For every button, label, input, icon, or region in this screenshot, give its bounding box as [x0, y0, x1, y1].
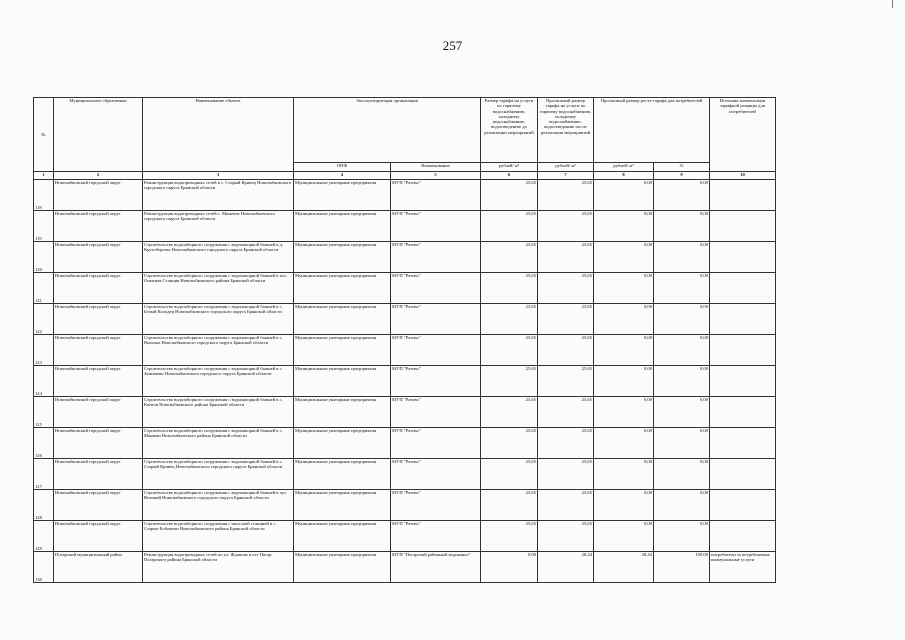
header-municipality: Муниципальное образование	[54, 98, 143, 172]
forecast-cell: 25,65	[538, 397, 594, 428]
source-cell	[710, 459, 776, 490]
opf-cell: Муниципальные унитарные предприятия	[294, 521, 391, 552]
municipality-cell: Новозыбковский городской округ	[54, 273, 143, 304]
header-opf: ОПФ	[294, 163, 391, 172]
municipality-cell: Новозыбковский городской округ	[54, 459, 143, 490]
table-row	[34, 273, 776, 304]
tariff-cell: 25,65	[481, 521, 538, 552]
object-cell: Реконструкция водопроводных сетей по ул. Жданова в пгт Погар Погарского района Брянской области	[143, 552, 294, 583]
row-number: 128	[34, 490, 54, 521]
operator-name-cell: МУП "Ратово"	[391, 273, 481, 304]
object-cell: Строительство водозаборного сооружения с водонапорной башней в д. Крутоберезка Новозыбковского городского округа Брянской области	[143, 242, 294, 273]
source-cell: потребители за потребляемые коммунальные услуги	[710, 552, 776, 583]
opf-cell: Муниципальные унитарные предприятия	[294, 242, 391, 273]
column-number: 7	[538, 172, 594, 180]
object-cell: Строительство водозаборного сооружения с водонапорной башней в с. Замишево Новозыбковского городского округа Брянской области	[143, 366, 294, 397]
municipality-cell: Новозыбковский городской округ	[54, 397, 143, 428]
growth-percent-cell: 0,00	[654, 490, 710, 521]
forecast-cell: 25,65	[538, 521, 594, 552]
tariff-cell: 25,65	[481, 304, 538, 335]
object-cell: Строительство водозаборного сооружения с водонапорной башней в с. Манюки Новозыбковского района Брянской области	[143, 428, 294, 459]
source-cell	[710, 273, 776, 304]
tariff-cell: 25,65	[481, 490, 538, 521]
header-name: Наименование	[391, 163, 481, 172]
growth-rub-cell: 0,00	[594, 428, 654, 459]
tariff-cell: 25,65	[481, 211, 538, 242]
municipality-cell: Новозыбковский городской округ	[54, 428, 143, 459]
growth-rub-cell: 0,00	[594, 304, 654, 335]
operator-name-cell: МУП "Ратово"	[391, 397, 481, 428]
source-cell	[710, 180, 776, 211]
header-forecast: Прогнозный размер тарифа на услуги по горячему водоснабжению, холодному водоснабжению, водоотведению после реализации мероприятий	[538, 98, 594, 163]
opf-cell: Муниципальные унитарные предприятия	[294, 180, 391, 211]
header-growth: Прогнозный размер роста тарифа для потребителей	[594, 98, 710, 163]
forecast-cell: 25,65	[538, 211, 594, 242]
municipality-cell: Новозыбковский городской округ	[54, 521, 143, 552]
header-tariff-unit: рублей/ м³	[481, 163, 538, 172]
tariff-cell: 25,65	[481, 273, 538, 304]
tariff-cell: 25,65	[481, 180, 538, 211]
table-row	[34, 242, 776, 273]
tariff-cell: 25,65	[481, 366, 538, 397]
row-number: 124	[34, 366, 54, 397]
header-tariff: Размер тарифа на услуги по горячему водоснабжению, холодному водоснабжению, водоотведению до реализации мероприятий	[481, 98, 538, 163]
growth-rub-cell: 0,00	[594, 521, 654, 552]
opf-cell: Муниципальные унитарные предприятия	[294, 490, 391, 521]
growth-rub-cell: 0,00	[594, 459, 654, 490]
source-cell	[710, 335, 776, 366]
municipality-cell: Новозыбковский городской округ	[54, 335, 143, 366]
object-cell: Строительство водозаборного сооружения с водонапорной башней в с. Белый Колодец Новозыбковского городского округа Брянской области	[143, 304, 294, 335]
table-row	[34, 459, 776, 490]
table-row	[34, 397, 776, 428]
tariff-table	[33, 97, 776, 583]
header-source: Источник компенсации тарифной разницы для потребителей	[710, 98, 776, 172]
row-number: 119	[34, 211, 54, 242]
growth-percent-cell: 0,00	[654, 304, 710, 335]
page-number: 257	[442, 38, 463, 53]
header-growth-percent: %	[654, 163, 710, 172]
object-cell: Реконструкция водопроводных сетей с. Мамечек Новозыбковского городского округа Брянской области	[143, 211, 294, 242]
column-number: 1	[34, 172, 54, 180]
growth-rub-cell: 0,00	[594, 211, 654, 242]
municipality-cell: Новозыбковский городской округ	[54, 366, 143, 397]
growth-percent-cell: 0,00	[654, 211, 710, 242]
growth-rub-cell: 0,00	[594, 490, 654, 521]
opf-cell: Муниципальные унитарные предприятия	[294, 211, 391, 242]
growth-rub-cell: 0,00	[594, 273, 654, 304]
forecast-cell: 25,65	[538, 304, 594, 335]
table-row	[34, 335, 776, 366]
operator-name-cell: МУП "Ратово"	[391, 335, 481, 366]
table-row	[34, 366, 776, 397]
source-cell	[710, 211, 776, 242]
operator-name-cell: МУП "Погарский районный водоканал"	[391, 552, 481, 583]
tariff-cell: 25,65	[481, 428, 538, 459]
growth-rub-cell: 0,00	[594, 397, 654, 428]
column-number: 4	[294, 172, 391, 180]
operator-name-cell: МУП "Ратово"	[391, 180, 481, 211]
forecast-cell: 25,65	[538, 459, 594, 490]
table-row	[34, 180, 776, 211]
column-number: 9	[654, 172, 710, 180]
operator-name-cell: МУП "Ратово"	[391, 490, 481, 521]
source-cell	[710, 304, 776, 335]
row-number: 121	[34, 273, 54, 304]
municipality-cell: Новозыбковский городской округ	[54, 490, 143, 521]
header-forecast-unit: рублей/ м³	[538, 163, 594, 172]
opf-cell: Муниципальные унитарные предприятия	[294, 335, 391, 366]
tariff-cell: 25,65	[481, 335, 538, 366]
operator-name-cell: МУП "Ратово"	[391, 366, 481, 397]
table-row	[34, 211, 776, 242]
tariff-cell: 25,65	[481, 459, 538, 490]
row-number: 123	[34, 335, 54, 366]
growth-percent-cell: 0,00	[654, 521, 710, 552]
growth-rub-cell: 0,00	[594, 242, 654, 273]
operator-name-cell: МУП "Ратово"	[391, 304, 481, 335]
table-row	[34, 428, 776, 459]
opf-cell: Муниципальные унитарные предприятия	[294, 552, 391, 583]
source-cell	[710, 397, 776, 428]
opf-cell: Муниципальные унитарные предприятия	[294, 366, 391, 397]
column-number: 10	[710, 172, 776, 180]
column-number: 8	[594, 172, 654, 180]
header-no: №	[34, 98, 54, 172]
municipality-cell: Новозыбковский городской округ	[54, 242, 143, 273]
column-number: 2	[54, 172, 143, 180]
row-number: 118	[34, 180, 54, 211]
table-row	[34, 490, 776, 521]
municipality-cell: Погарский муниципальный район	[54, 552, 143, 583]
operator-name-cell: МУП "Ратово"	[391, 459, 481, 490]
opf-cell: Муниципальные унитарные предприятия	[294, 304, 391, 335]
forecast-cell: 25,65	[538, 180, 594, 211]
object-cell: Реконструкция водопроводных сетей в с. Старый Кривец Новозыбковского городского округа Брянской области	[143, 180, 294, 211]
operator-name-cell: МУП "Ратово"	[391, 211, 481, 242]
growth-percent-cell: 0,00	[654, 428, 710, 459]
municipality-cell: Новозыбковский городской округ	[54, 180, 143, 211]
tariff-cell: 25,65	[481, 397, 538, 428]
source-cell	[710, 490, 776, 521]
column-number: 3	[143, 172, 294, 180]
row-number: 125	[34, 397, 54, 428]
header-growth-unit: рублей/ м³	[594, 163, 654, 172]
tariff-cell: 25,65	[481, 242, 538, 273]
row-number: 130	[34, 552, 54, 583]
source-cell	[710, 366, 776, 397]
municipality-cell: Новозыбковский городской округ	[54, 304, 143, 335]
growth-percent-cell: 100,00	[654, 552, 710, 583]
growth-rub-cell: 0,00	[594, 366, 654, 397]
object-cell: Строительство водозаборного сооружения с водонапорной башней в хут. Великий Новозыбковского городского округа Брянской области	[143, 490, 294, 521]
operator-name-cell: МУП "Ратово"	[391, 521, 481, 552]
growth-percent-cell: 0,00	[654, 180, 710, 211]
source-cell	[710, 428, 776, 459]
column-number: 6	[481, 172, 538, 180]
forecast-cell: 25,65	[538, 428, 594, 459]
row-number: 120	[34, 242, 54, 273]
growth-percent-cell: 0,00	[654, 397, 710, 428]
column-number: 5	[391, 172, 481, 180]
object-cell: Строительство водозаборного сооружения с водонапорной башней в с. Старый Кривец Новозыбковского городского округа Брянской области	[143, 459, 294, 490]
growth-rub-cell: 0,00	[594, 180, 654, 211]
growth-rub-cell: 0,00	[594, 335, 654, 366]
forecast-cell: 25,65	[538, 366, 594, 397]
scan-edge-mark	[892, 0, 893, 8]
municipality-cell: Новозыбковский городской округ	[54, 211, 143, 242]
source-cell	[710, 242, 776, 273]
opf-cell: Муниципальные унитарные предприятия	[294, 273, 391, 304]
object-cell: Строительство водозаборного сооружения с водонапорной башней в с. Катичи Новозыбковского района Брянской области	[143, 397, 294, 428]
operator-name-cell: МУП "Ратово"	[391, 428, 481, 459]
growth-rub-cell: 28,44	[594, 552, 654, 583]
object-cell: Строительство водозаборного сооружения с насосной станцией в с. Старые Бобовичи Новозыбковского района Брянской области	[143, 521, 294, 552]
growth-percent-cell: 0,00	[654, 242, 710, 273]
header-operator: Эксплуатирующая организация	[294, 98, 481, 163]
object-cell: Строительство водозаборного сооружения с водонапорной башней в с. Вихолка Новозыбковского городского округа Брянской области	[143, 335, 294, 366]
opf-cell: Муниципальные унитарные предприятия	[294, 428, 391, 459]
growth-percent-cell: 0,00	[654, 273, 710, 304]
forecast-cell: 25,65	[538, 335, 594, 366]
opf-cell: Муниципальные унитарные предприятия	[294, 459, 391, 490]
growth-percent-cell: 0,00	[654, 366, 710, 397]
table-row	[34, 552, 776, 583]
operator-name-cell: МУП "Ратово"	[391, 242, 481, 273]
forecast-cell: 28,44	[538, 552, 594, 583]
row-number: 127	[34, 459, 54, 490]
header-object: Наименование объекта	[143, 98, 294, 172]
tariff-cell: 0,00	[481, 552, 538, 583]
opf-cell: Муниципальные унитарные предприятия	[294, 397, 391, 428]
growth-percent-cell: 0,00	[654, 459, 710, 490]
row-number: 129	[34, 521, 54, 552]
growth-percent-cell: 0,00	[654, 335, 710, 366]
table-row	[34, 304, 776, 335]
object-cell: Строительство водозаборного сооружения с водонапорной башней в пос. Опытная Станция Новозыбковского района Брянской области	[143, 273, 294, 304]
row-number: 126	[34, 428, 54, 459]
row-number: 122	[34, 304, 54, 335]
forecast-cell: 25,65	[538, 242, 594, 273]
forecast-cell: 25,65	[538, 490, 594, 521]
table-row	[34, 521, 776, 552]
source-cell	[710, 521, 776, 552]
forecast-cell: 25,65	[538, 273, 594, 304]
